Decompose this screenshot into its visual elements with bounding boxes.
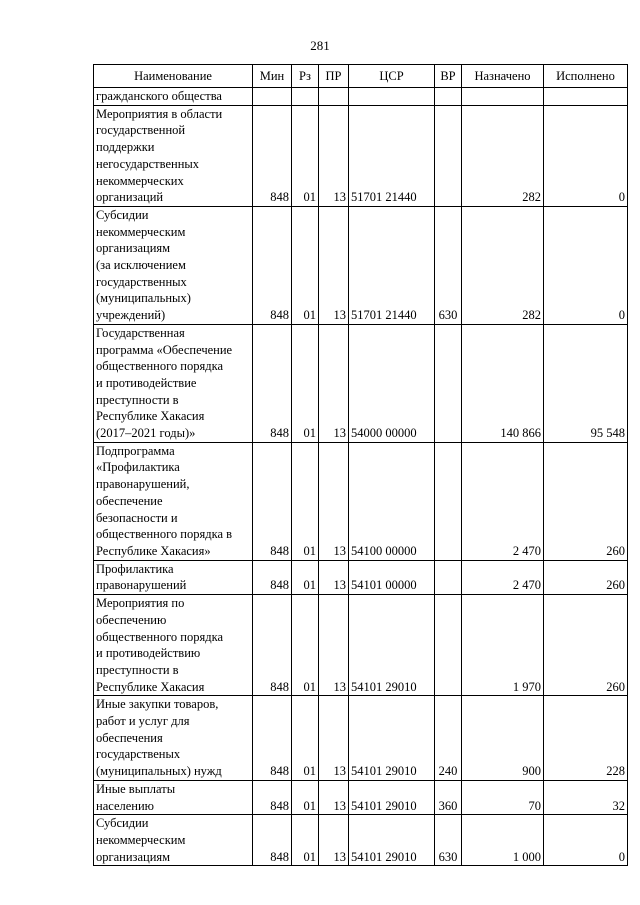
row-csr: 51701 21440 — [349, 105, 435, 206]
row-vr — [435, 105, 462, 206]
row-pr: 13 — [319, 815, 349, 866]
row-pr: 13 — [319, 324, 349, 442]
table-row — [94, 696, 628, 781]
row-pr: 13 — [319, 780, 349, 814]
row-csr: 54101 29010 — [349, 595, 435, 696]
row-assigned: 282 — [462, 105, 544, 206]
row-executed: 0 — [544, 815, 628, 866]
row-min: 848 — [253, 780, 292, 814]
row-assigned: 2 470 — [462, 560, 544, 594]
row-assigned — [462, 88, 544, 106]
row-csr: 54101 00000 — [349, 560, 435, 594]
row-pr: 13 — [319, 560, 349, 594]
row-rz: 01 — [292, 442, 319, 560]
row-assigned: 1 970 — [462, 595, 544, 696]
row-executed: 32 — [544, 780, 628, 814]
header-executed: Исполнено — [544, 65, 628, 88]
row-name: Иные закупки товаров, работ и услуг для обеспечения государственых (муниципальных) нужд — [94, 696, 253, 781]
row-assigned: 900 — [462, 696, 544, 781]
header-vr: ВР — [435, 65, 462, 88]
row-assigned: 282 — [462, 206, 544, 324]
row-assigned: 70 — [462, 780, 544, 814]
row-executed: 260 — [544, 560, 628, 594]
table-row — [94, 206, 628, 324]
header-name: Наименование — [94, 65, 253, 88]
row-min: 848 — [253, 442, 292, 560]
table-row — [94, 105, 628, 206]
row-executed: 260 — [544, 442, 628, 560]
row-min: 848 — [253, 206, 292, 324]
row-vr: 630 — [435, 206, 462, 324]
row-rz: 01 — [292, 560, 319, 594]
row-vr — [435, 88, 462, 106]
table-row — [94, 780, 628, 814]
row-rz: 01 — [292, 324, 319, 442]
row-name: Субсидии некоммерческим организациям (за исключением государственных (муниципальных) учреждений) — [94, 206, 253, 324]
row-rz: 01 — [292, 780, 319, 814]
row-vr: 240 — [435, 696, 462, 781]
table-row — [94, 560, 628, 594]
row-min: 848 — [253, 560, 292, 594]
row-executed: 95 548 — [544, 324, 628, 442]
row-csr — [349, 88, 435, 106]
row-pr: 13 — [319, 595, 349, 696]
header-rz: Рз — [292, 65, 319, 88]
header-assigned: Назначено — [462, 65, 544, 88]
table-row — [94, 88, 628, 106]
row-csr: 54000 00000 — [349, 324, 435, 442]
table-row — [94, 595, 628, 696]
row-csr: 51701 21440 — [349, 206, 435, 324]
table-header-row — [94, 65, 628, 88]
table-row — [94, 324, 628, 442]
row-executed: 0 — [544, 206, 628, 324]
row-min: 848 — [253, 595, 292, 696]
table-row — [94, 815, 628, 866]
row-vr — [435, 595, 462, 696]
row-pr: 13 — [319, 206, 349, 324]
row-name: Мероприятия по обеспечению общественного порядка и противодействию преступности в Республике Хакасия — [94, 595, 253, 696]
row-pr: 13 — [319, 442, 349, 560]
budget-table — [93, 64, 628, 866]
row-csr: 54100 00000 — [349, 442, 435, 560]
row-rz: 01 — [292, 815, 319, 866]
row-executed: 228 — [544, 696, 628, 781]
row-name: Субсидии некоммерческим организациям — [94, 815, 253, 866]
row-rz — [292, 88, 319, 106]
row-min: 848 — [253, 324, 292, 442]
row-vr — [435, 442, 462, 560]
row-executed — [544, 88, 628, 106]
row-name: Иные выплаты населению — [94, 780, 253, 814]
row-rz: 01 — [292, 206, 319, 324]
row-vr: 630 — [435, 815, 462, 866]
row-name: Государственная программа «Обеспечение общественного порядка и противодействие преступности в Республике Хакасия (2017–2021 годы)» — [94, 324, 253, 442]
row-vr — [435, 324, 462, 442]
row-rz: 01 — [292, 595, 319, 696]
row-csr: 54101 29010 — [349, 815, 435, 866]
page-number: 281 — [310, 38, 330, 53]
row-csr: 54101 29010 — [349, 780, 435, 814]
row-name: гражданского общества — [94, 88, 253, 106]
row-assigned: 1 000 — [462, 815, 544, 866]
row-name: Мероприятия в области государственной поддержки негосударственных некоммерческих организаций — [94, 105, 253, 206]
row-pr: 13 — [319, 105, 349, 206]
row-vr — [435, 560, 462, 594]
row-name: Профилактика правонарушений — [94, 560, 253, 594]
row-min: 848 — [253, 696, 292, 781]
header-min: Мин — [253, 65, 292, 88]
header-pr: ПР — [319, 65, 349, 88]
row-min: 848 — [253, 815, 292, 866]
row-assigned: 140 866 — [462, 324, 544, 442]
table-row — [94, 442, 628, 560]
row-name: Подпрограмма «Профилактика правонарушений, обеспечение безопасности и общественного порядка в Республике Хакасия» — [94, 442, 253, 560]
row-min — [253, 88, 292, 106]
row-min: 848 — [253, 105, 292, 206]
row-assigned: 2 470 — [462, 442, 544, 560]
row-rz: 01 — [292, 696, 319, 781]
row-executed: 260 — [544, 595, 628, 696]
row-rz: 01 — [292, 105, 319, 206]
row-pr — [319, 88, 349, 106]
row-executed: 0 — [544, 105, 628, 206]
row-csr: 54101 29010 — [349, 696, 435, 781]
header-csr: ЦСР — [349, 65, 435, 88]
row-pr: 13 — [319, 696, 349, 781]
row-vr: 360 — [435, 780, 462, 814]
